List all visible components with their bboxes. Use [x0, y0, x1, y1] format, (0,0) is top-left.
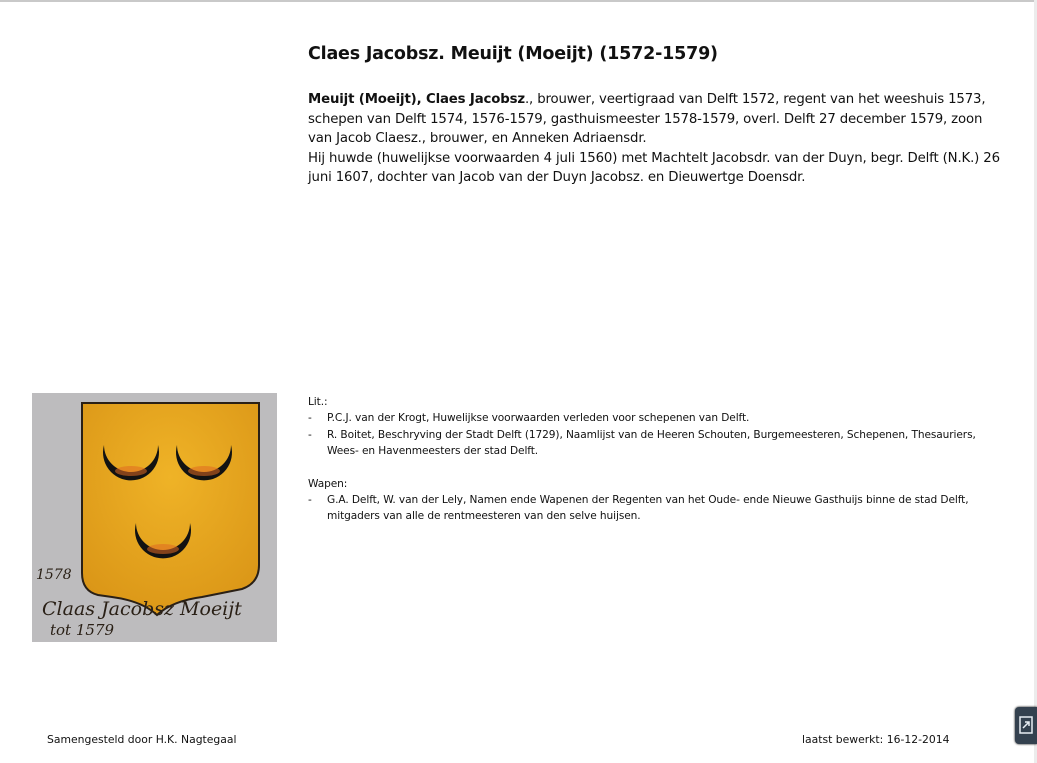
biography-text: ., brouwer, veertigraad van Delft 1572, regent van het weeshuis 1573, schepen van Delft 1574, 1576-1579, gasthuismeester 1578-1579, overl. Delft 27 december 1579, zoon van Jacob Claesz., brouwer, en Anneken Adriaensdr.: [308, 92, 986, 147]
top-border: [0, 0, 1037, 2]
coat-of-arms-shield: [32, 393, 277, 642]
footer-last-edited: laatst bewerkt: 16-12-2014: [802, 733, 950, 746]
references: [308, 394, 1008, 525]
list-item: - G.A. Delft, W. van der Lely, Namen ende Wapenen der Regenten van het Oude- ende Nieuwe Gasthuijs binne de stad Delft, mitgaders van alle de rentmeesteren van den selve huijsen.: [308, 494, 969, 523]
list-item: - R. Boitet, Beschryving der Stadt Delft (1729), Naamlijst van de Heeren Schouten, Burgemeesteren, Schepenen, Thesauriers, Wees- en Havenmeesters der stad Delft.: [308, 428, 976, 458]
literature-list: [308, 410, 1008, 459]
handwritten-until: tot 1579: [50, 621, 115, 639]
biography-main: [308, 90, 1008, 149]
handwritten-number: 1578: [36, 567, 72, 583]
wapen-list: [308, 492, 1008, 525]
literature-heading: Lit.:: [308, 396, 328, 408]
expand-button[interactable]: [1015, 707, 1037, 744]
footer-compiled-by: Samengesteld door H.K. Nagtegaal: [47, 733, 237, 746]
biography-marriage: Hij huwde (huwelijkse voorwaarden 4 juli 1560) met Machtelt Jacobsdr. van der Duyn, begr. Delft (N.K.) 26 juni 1607, dochter van Jacob van der Duyn Jacobsz. en Dieuwertge Doensdr.: [308, 150, 1000, 186]
handwritten-name: Claas Jacobsz Moeijt: [42, 598, 242, 620]
coat-of-arms-image: [32, 393, 277, 642]
biography-name: Meuijt (Moeijt), Claes Jacobsz: [308, 92, 525, 107]
biography: [308, 90, 1008, 188]
list-item: - P.C.J. van der Krogt, Huwelijkse voorwaarden verleden voor schepenen van Delft.: [308, 412, 750, 425]
wapen-heading: Wapen:: [308, 477, 348, 490]
expand-icon: [1019, 716, 1033, 734]
page-title: Claes Jacobsz. Meuijt (Moeijt) (1572-1579): [308, 44, 718, 64]
